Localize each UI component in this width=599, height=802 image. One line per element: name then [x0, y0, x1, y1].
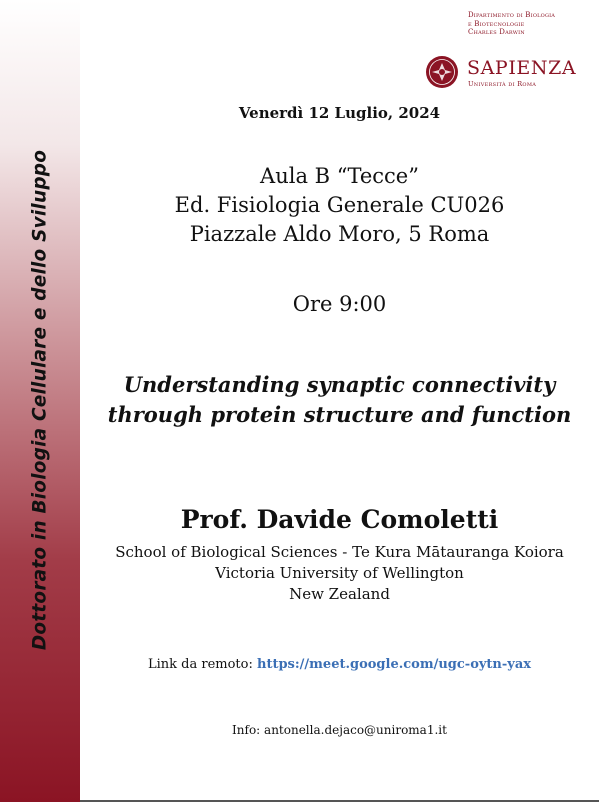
event-venue	[80, 162, 599, 249]
remote-link[interactable]: https://meet.google.com/ugc-oytn-yax	[257, 657, 531, 672]
university-subtitle: Università di Roma	[468, 80, 537, 88]
venue-line-3: Piazzale Aldo Moro, 5 Roma	[189, 222, 490, 246]
university-name: SAPIENZA	[467, 57, 577, 79]
department-name	[468, 11, 555, 37]
affiliation-line-3: New Zealand	[289, 585, 390, 603]
speaker-affiliation	[80, 542, 599, 605]
talk-title-line-2: through protein structure and function	[107, 402, 572, 427]
affiliation-line-2: Victoria University of Wellington	[215, 564, 464, 582]
talk-title-line-1: Understanding synaptic connectivity	[123, 372, 556, 397]
venue-line-1: Aula B “Tecce”	[260, 164, 419, 188]
remote-link-line	[80, 657, 599, 672]
remote-link-label: Link da remoto:	[147, 657, 257, 672]
department-line-2: e Biotecnologie	[468, 19, 525, 28]
department-line-1: Dipartimento di Biologia	[468, 11, 556, 19]
sidebar-band	[0, 0, 80, 802]
venue-line-2: Ed. Fisiologia Generale CU026	[174, 193, 505, 217]
contact-info: Info: antonella.dejaco@uniroma1.it	[232, 723, 447, 737]
talk-title	[80, 370, 599, 430]
affiliation-line-1: School of Biological Sciences - Te Kura Mātauranga Koiora	[115, 543, 564, 561]
event-time: Ore 9:00	[292, 292, 387, 316]
sapienza-seal-icon	[425, 55, 459, 89]
speaker-name: Prof. Davide Comoletti	[180, 505, 499, 534]
department-line-3: Charles Darwin	[468, 28, 525, 36]
sidebar-phd-title: Dottorato in Biologia Cellulare e dello Sviluppo	[29, 149, 51, 651]
university-logo	[425, 55, 585, 93]
event-date: Venerdì 12 Luglio, 2024	[238, 104, 441, 122]
